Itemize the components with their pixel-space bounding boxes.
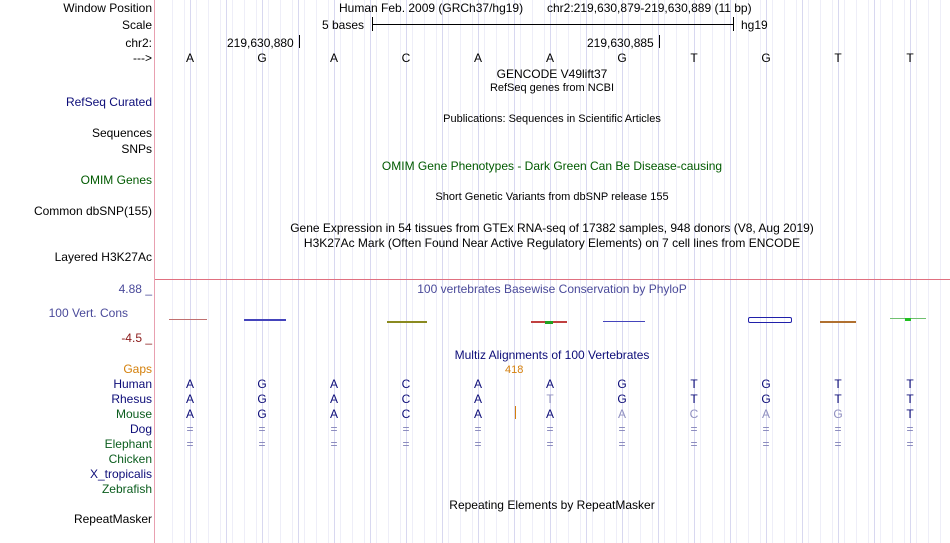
sequences-label[interactable]: Sequences (91, 126, 152, 140)
track-divider (155, 279, 950, 280)
reference-base: T (906, 51, 914, 65)
coord-1: 219,630,880 (227, 36, 294, 50)
refseq-label[interactable]: RefSeq Curated (65, 95, 152, 109)
aligned-base: G (761, 377, 771, 391)
aligned-base: = (258, 437, 266, 451)
phylop-bar (748, 317, 792, 323)
aligned-base: = (834, 437, 842, 451)
phylop-max: 4.88 _ (118, 282, 152, 296)
gaps-label[interactable]: Gaps (123, 362, 152, 376)
aligned-base: G (761, 392, 771, 406)
aligned-base: = (330, 422, 338, 436)
aligned-base: C (689, 407, 699, 421)
aligned-base: = (762, 437, 770, 451)
reference-base: T (690, 51, 698, 65)
species-label[interactable]: Zebrafish (101, 482, 152, 496)
phylop-min: -4.5 _ (121, 331, 152, 345)
aligned-base: T (906, 407, 914, 421)
snps-label[interactable]: SNPs (121, 142, 152, 156)
reference-base: G (761, 51, 771, 65)
aligned-base: A (473, 377, 483, 391)
reference-base: T (834, 51, 842, 65)
aligned-base: = (618, 422, 626, 436)
aligned-base: T (834, 377, 842, 391)
aligned-base: G (257, 407, 267, 421)
species-label[interactable]: Dog (129, 422, 152, 436)
aligned-base: C (401, 392, 411, 406)
gencode-title[interactable]: GENCODE V49lift37 (496, 67, 608, 81)
scale-bar (372, 17, 734, 31)
aligned-base: T (690, 392, 698, 406)
phylop-bar (905, 318, 911, 321)
aligned-base: G (617, 392, 627, 406)
repeat-label[interactable]: RepeatMasker (73, 512, 152, 526)
coord-1-tick (299, 35, 300, 48)
label-panel-border (154, 0, 155, 543)
aligned-base: G (833, 407, 843, 421)
aligned-base: T (906, 392, 914, 406)
reference-base: A (545, 51, 555, 65)
aligned-base: C (401, 407, 411, 421)
reference-base: G (257, 51, 267, 65)
reference-base: A (185, 51, 195, 65)
species-label[interactable]: Human (113, 377, 152, 391)
aligned-base: = (618, 437, 626, 451)
aligned-base: = (330, 437, 338, 451)
aligned-base: A (761, 407, 771, 421)
aligned-base: A (185, 392, 195, 406)
repeat-title: Repeating Elements by RepeatMasker (449, 498, 655, 512)
position-range[interactable]: chr2:219,630,879-219,630,889 (11 bp) (547, 1, 752, 15)
aligned-base: G (617, 377, 627, 391)
species-label[interactable]: Elephant (104, 437, 152, 451)
species-label[interactable]: Rhesus (111, 392, 152, 406)
aligned-base: T (690, 377, 698, 391)
gap-marker (515, 406, 516, 419)
strand-label: ---> (133, 51, 152, 65)
publications-title: Publications: Sequences in Scientific Articles (443, 113, 661, 125)
reference-base: C (401, 51, 411, 65)
dbsnp-title: Short Genetic Variants from dbSNP release 155 (435, 191, 669, 203)
aligned-base: G (257, 392, 267, 406)
aligned-base: A (617, 407, 627, 421)
aligned-base: A (329, 392, 339, 406)
aligned-base: A (185, 407, 195, 421)
aligned-base: = (186, 422, 194, 436)
phylop-bar (603, 321, 645, 322)
h3k27ac-label[interactable]: Layered H3K27Ac (54, 250, 152, 264)
aligned-base: A (185, 377, 195, 391)
phylop-bar (545, 321, 553, 324)
gtex-title: Gene Expression in 54 tissues from GTEx RNA-seq of 17382 samples, 948 donors (V8, Aug 2019) (290, 221, 814, 235)
gap-count: 418 (505, 364, 524, 376)
aligned-base: = (906, 422, 914, 436)
aligned-base: = (402, 437, 410, 451)
phylop-bar (169, 319, 207, 320)
multiz-title: Multiz Alignments of 100 Vertebrates (454, 348, 650, 362)
phylop-title: 100 vertebrates Basewise Conservation by PhyloP (417, 282, 687, 296)
aligned-base: A (329, 377, 339, 391)
phylop-bar (820, 321, 856, 323)
scale-text: 5 bases (322, 18, 365, 32)
phylop-label[interactable]: 100 Vert. Cons (48, 306, 128, 320)
phylop-bar (244, 319, 286, 321)
aligned-base: C (401, 377, 411, 391)
phylop-bar (387, 321, 427, 323)
reference-base: A (473, 51, 483, 65)
h3k27ac-title: H3K27Ac Mark (Often Found Near Active Regulatory Elements) on 7 cell lines from ENCODE (303, 236, 801, 250)
aligned-base: = (690, 437, 698, 451)
aligned-base: = (690, 422, 698, 436)
aligned-base: T (906, 377, 914, 391)
species-label[interactable]: X_tropicalis (89, 467, 152, 481)
aligned-base: = (474, 422, 482, 436)
aligned-base: A (473, 392, 483, 406)
aligned-base: A (329, 407, 339, 421)
scale-db: hg19 (741, 18, 768, 32)
aligned-base: = (258, 422, 266, 436)
scale-label: Scale (121, 18, 152, 32)
aligned-base: = (474, 437, 482, 451)
coord-2-tick (659, 35, 660, 48)
aligned-base: T (834, 392, 842, 406)
aligned-base: A (545, 407, 555, 421)
aligned-base: = (546, 422, 554, 436)
phylop-plot (155, 312, 950, 326)
aligned-base: G (257, 377, 267, 391)
aligned-base: = (906, 437, 914, 451)
aligned-base: A (473, 407, 483, 421)
reference-base: A (329, 51, 339, 65)
aligned-base: A (545, 377, 555, 391)
aligned-base: = (402, 422, 410, 436)
dbsnp-label[interactable]: Common dbSNP(155) (33, 204, 152, 218)
species-label[interactable]: Mouse (115, 407, 152, 421)
aligned-base: = (762, 422, 770, 436)
omim-label[interactable]: OMIM Genes (80, 173, 152, 187)
species-label[interactable]: Chicken (108, 452, 152, 466)
reference-base: G (617, 51, 627, 65)
coord-2: 219,630,885 (587, 36, 654, 50)
window-position-label: Window Position (63, 1, 152, 15)
aligned-base: = (834, 422, 842, 436)
aligned-base: T (546, 392, 554, 406)
aligned-base: = (186, 437, 194, 451)
omim-title: OMIM Gene Phenotypes - Dark Green Can Be Disease-causing (381, 159, 723, 173)
refseq-subtitle: RefSeq genes from NCBI (489, 82, 615, 94)
chrom-label: chr2: (125, 36, 152, 50)
assembly-name: Human Feb. 2009 (GRCh37/hg19) (339, 1, 524, 15)
aligned-base: = (546, 437, 554, 451)
